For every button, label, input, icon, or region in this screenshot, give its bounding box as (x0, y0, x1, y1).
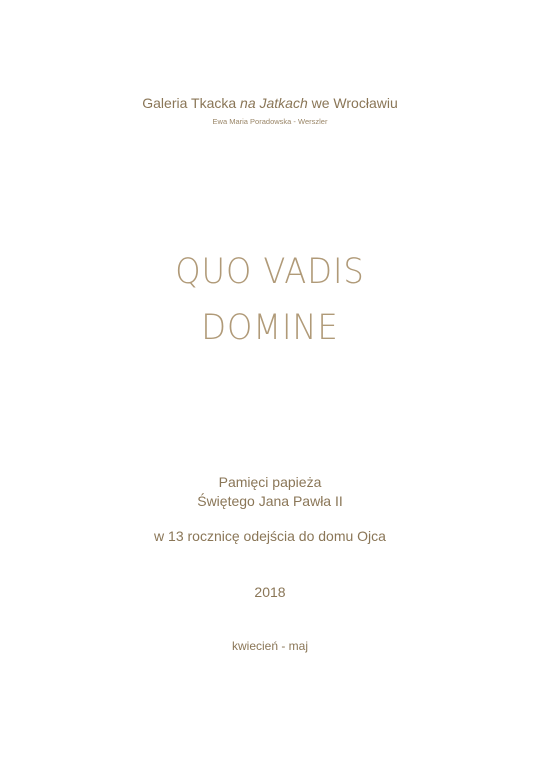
gallery-name-prefix: Galeria Tkacka (142, 95, 241, 111)
gallery-name (0, 95, 540, 111)
exhibition-months: kwiecień - maj (231, 639, 309, 653)
curator-name: Ewa Maria Poradowska - Werszler (212, 117, 328, 126)
exhibition-title-line-2: DOMINE (201, 308, 339, 348)
dedication-line-2: Świętego Jana Pawła II (197, 493, 343, 509)
dedication-line-1: Pamięci papieża (218, 474, 322, 490)
exhibition-title-line-1: QUO VADIS (175, 252, 365, 292)
gallery-name-suffix: we Wrocławiu (307, 95, 398, 111)
gallery-name-italic: na Jatkach (240, 95, 308, 111)
dedication-line-3: w 13 rocznicę odejścia do domu Ojca (154, 528, 386, 544)
exhibition-year: 2018 (254, 584, 286, 600)
